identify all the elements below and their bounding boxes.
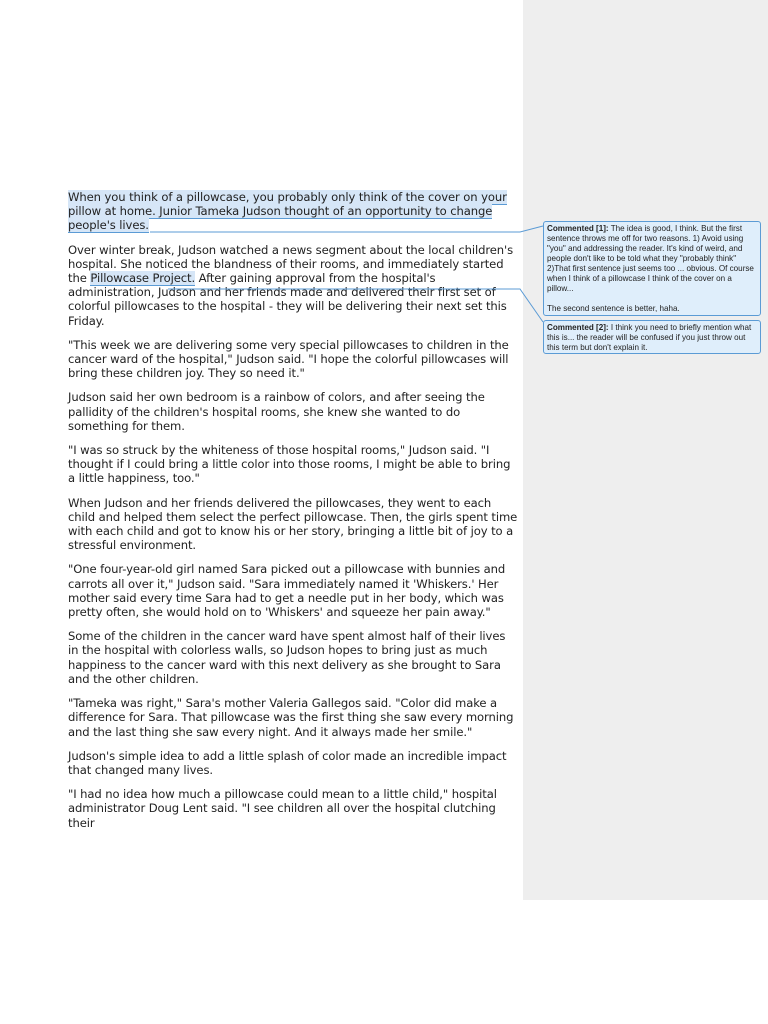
document-body[interactable] (68, 190, 518, 840)
paragraph-2[interactable] (68, 243, 518, 328)
comment-1-text: The idea is good, I think. But the first sentence throws me off for two reasons. 1) Avoid using "you" and addressing the reader. It's kind of weird, and people don't like to be told what they "probably think" 2)That first sentence just seems too ... obvious. Of course when I think of a pillowcase I think of the cover on a pillow... (547, 224, 754, 293)
paragraph-2-text-end: After gaining approval from the hospital's administration, Judson and her friends made and delivered their first set of colorful pillowcases to the hospital - they will be delivering their next set this Friday. (68, 271, 507, 328)
comment-2-text: I think you need to briefly mention what this is... the reader will be confused if you just throw out this term but don't explain it. (547, 323, 752, 352)
comment-1-author: Commented [1]: (547, 224, 609, 233)
paragraph-3[interactable]: "This week we are delivering some very special pillowcases to children in the cancer ward of the hospital," Judson said. "I hope the colorful pillowcases will bring these children joy. They so need it." (68, 337, 509, 381)
paragraph-10[interactable]: Judson's simple idea to add a little splash of color made an incredible impact that changed many lives. (68, 748, 507, 777)
paragraph-11[interactable]: "I had no idea how much a pillowcase could mean to a little child," hospital administrator Doug Lent said. "I see children all over the hospital clutching their (68, 787, 497, 830)
paragraph-7[interactable]: "One four-year-old girl named Sara picked out a pillowcase with bunnies and carrots all over it," Judson said. "Sara immediately named it 'Whiskers.' Her mother said every time Sara had to get a needle put in her body, which was pretty often, she would hold on to 'Whiskers' and squeeze her pain away." (68, 562, 506, 620)
paragraph-2-text-start: Over winter break, Judson watched a news segment about the local children's hospital. She noticed the blandness of their rooms, and immediately started the (68, 242, 514, 286)
comment-balloon-1[interactable] (543, 221, 761, 316)
comment-balloon-2[interactable] (543, 320, 761, 354)
paragraph-4[interactable]: Judson said her own bedroom is a rainbow of colors, and after seeing the pallidity of the children's hospital rooms, she knew she wanted to do something for them. (68, 390, 485, 433)
comment-2-anchor[interactable]: Pillowcase Project. (90, 271, 196, 286)
comment-1-anchor[interactable]: When you think of a pillowcase, you probably only think of the cover on your pillow at home. Junior Tameka Judson thought of an opportunity to change people's lives. (68, 190, 507, 233)
comments-margin-pane (523, 0, 768, 900)
paragraph-9[interactable]: "Tameka was right," Sara's mother Valeria Gallegos said. "Color did make a difference for Sara. That pillowcase was the first thing she saw every morning and the last thing she saw every night. And it always made her smile." (68, 696, 514, 739)
paragraph-5[interactable]: "I was so struck by the whiteness of those hospital rooms," Judson said. "I thought if I could bring a little color into those rooms, I might be able to bring a little happiness, too." (68, 443, 511, 486)
comment-2-author: Commented [2]: (547, 323, 609, 332)
paragraph-6[interactable]: When Judson and her friends delivered the pillowcases, they went to each child and helped them select the perfect pillowcase. Then, the girls spent time with each child and got to know his or her story, bringing a little bit of joy to a stressful environment. (68, 495, 518, 553)
paragraph-1[interactable] (68, 190, 518, 233)
comment-1-text-2: The second sentence is better, haha. (547, 304, 680, 313)
paragraph-8[interactable]: Some of the children in the cancer ward have spent almost half of their lives in the hospital with colorless walls, so Judson hopes to bring just as much happiness to the cancer ward with this next delivery as she brought to Sara and the other children. (68, 629, 506, 686)
